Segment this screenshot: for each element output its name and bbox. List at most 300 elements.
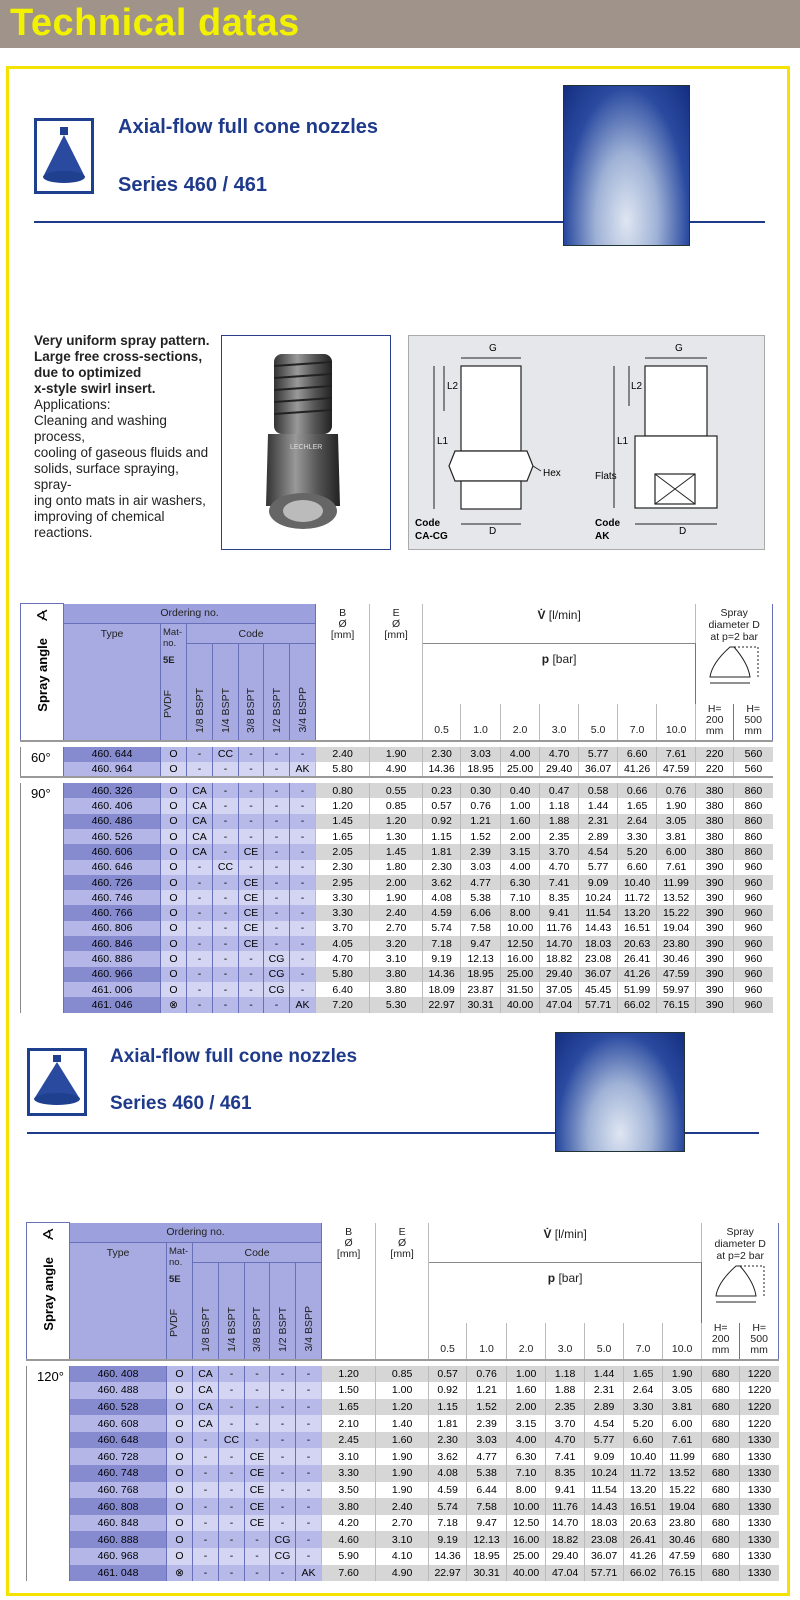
flow-rate-cell: 40.00 — [507, 1565, 546, 1582]
code-column-header — [296, 1263, 322, 1360]
spray-diameter-cell: 960 — [734, 875, 773, 890]
flow-rate-cell: 22.97 — [429, 1565, 467, 1582]
flow-rate-cell: 4.59 — [423, 905, 461, 920]
code-column-header — [270, 1263, 296, 1360]
flow-rate-cell: 29.40 — [546, 1548, 585, 1565]
flow-rate-cell: 1.65 — [618, 798, 657, 813]
material-cell: O — [167, 1498, 193, 1515]
spray-diameter-cell: 560 — [734, 762, 773, 777]
flow-rate-cell: 7.41 — [540, 875, 579, 890]
code-cell: - — [193, 1432, 219, 1449]
flow-rate-cell: 11.72 — [624, 1465, 663, 1482]
flow-rate-cell: 5.38 — [467, 1465, 507, 1482]
h-value: 200 — [705, 713, 724, 726]
code-cell: - — [213, 814, 239, 829]
flow-rate-cell: 29.40 — [540, 762, 579, 777]
h-value: 500 — [750, 1332, 768, 1345]
code-cell: - — [213, 890, 239, 905]
spray-diameter-cell: 390 — [696, 921, 734, 936]
code-cell: CE — [245, 1482, 270, 1499]
h500-header — [734, 704, 773, 741]
material-cell: O — [167, 1465, 193, 1482]
code-cell: - — [193, 1531, 219, 1548]
flow-rate-cell: 3.30 — [624, 1399, 663, 1416]
b-diameter-cell: 3.50 — [322, 1482, 376, 1499]
flow-rate-cell: 16.00 — [501, 951, 540, 966]
code-cell: - — [290, 936, 316, 951]
type-cell: 460. 768 — [70, 1482, 167, 1499]
flow-rate-cell: 10.40 — [624, 1448, 663, 1465]
flow-rate-cell: 10.00 — [507, 1498, 546, 1515]
flow-rate-cell: 36.07 — [579, 967, 618, 982]
code-ak: AK — [595, 531, 610, 542]
flow-rate-cell: 1.44 — [585, 1366, 624, 1383]
flow-rate-cell: 13.52 — [663, 1465, 702, 1482]
spray-diameter-cell: 860 — [734, 829, 773, 844]
full-cone-nozzle-logo-icon — [27, 1048, 87, 1116]
h-value: 500 — [744, 713, 762, 726]
spray-diameter-cell: 390 — [696, 967, 734, 982]
flow-rate-cell: 1.21 — [467, 1382, 507, 1399]
code-size-label: 1/8 BSPT — [199, 1306, 212, 1352]
code-cell: - — [270, 1482, 296, 1499]
code-cell: CC — [213, 860, 239, 875]
type-cell: 460. 968 — [70, 1548, 167, 1565]
flow-rate-cell: 2.00 — [507, 1399, 546, 1416]
code-cell: - — [296, 1548, 322, 1565]
code-cell: - — [219, 1531, 245, 1548]
material-cell: O — [167, 1432, 193, 1449]
e-diameter-cell: 1.90 — [376, 1465, 429, 1482]
e-header — [376, 1223, 429, 1360]
code-cell: - — [239, 951, 264, 966]
code-cell: CA — [193, 1399, 219, 1416]
code-column-header — [239, 644, 264, 741]
pressure-header — [429, 1263, 702, 1323]
flow-rate-cell: 30.46 — [657, 951, 696, 966]
flow-rate-cell: 16.51 — [618, 921, 657, 936]
e-diameter-cell: 0.55 — [370, 783, 423, 798]
dim-g-ak: G — [675, 343, 683, 354]
flow-rate-cell: 36.07 — [585, 1548, 624, 1565]
flow-rate-cell: 6.60 — [618, 860, 657, 875]
code-cell: - — [264, 936, 290, 951]
flow-rate-cell: 18.82 — [540, 951, 579, 966]
type-cell: 461. 048 — [70, 1565, 167, 1582]
flow-rate-cell: 4.54 — [579, 844, 618, 859]
h-unit: mm — [711, 1343, 730, 1356]
flow-rate-header — [423, 604, 696, 644]
b-diameter-cell: 5.80 — [316, 762, 370, 777]
code-cell: - — [264, 997, 290, 1012]
table-row — [21, 875, 773, 890]
b-diameter-cell: 4.70 — [316, 951, 370, 966]
table-row — [27, 1548, 779, 1565]
type-cell: 460. 964 — [64, 762, 161, 777]
code-cell: CE — [245, 1465, 270, 1482]
code-cell: - — [193, 1482, 219, 1499]
e-diameter-cell: 1.90 — [376, 1448, 429, 1465]
flow-rate-cell: 2.39 — [461, 844, 501, 859]
flow-rate-cell: 0.58 — [579, 783, 618, 798]
code-cell: - — [213, 844, 239, 859]
b-diameter-cell: 1.45 — [316, 814, 370, 829]
flow-rate-cell: 13.52 — [657, 890, 696, 905]
flow-rate-cell: 20.63 — [624, 1515, 663, 1532]
flow-rate-cell: 2.31 — [579, 814, 618, 829]
type-header: Type — [70, 1243, 167, 1360]
spray-diameter-cell: 960 — [734, 936, 773, 951]
pressure-value-header: 1.0 — [461, 704, 501, 741]
b-diameter-cell: 2.05 — [316, 844, 370, 859]
code-cell: - — [270, 1399, 296, 1416]
flow-rate-cell: 41.26 — [618, 967, 657, 982]
e-diameter-cell: 3.10 — [376, 1531, 429, 1548]
code-cell: CA — [187, 798, 213, 813]
spray-diameter-cell: 1330 — [740, 1498, 779, 1515]
dim-d: D — [489, 526, 497, 537]
flow-rate-cell: 2.89 — [585, 1399, 624, 1416]
table-row — [21, 905, 773, 920]
type-cell: 460. 808 — [70, 1498, 167, 1515]
flow-symbol: V̇ — [543, 1226, 552, 1241]
page-title: Technical datas — [10, 2, 300, 44]
spray-angle-label: Spray angle — [34, 638, 50, 712]
code-cell: - — [270, 1366, 296, 1383]
spray-diameter-cell: 1220 — [740, 1415, 779, 1432]
material-cell: O — [161, 762, 187, 777]
code-column-header — [290, 644, 316, 741]
b-diameter-cell: 3.10 — [322, 1448, 376, 1465]
code-cell: - — [245, 1382, 270, 1399]
pressure-value-header: 1.0 — [467, 1323, 507, 1360]
flow-rate-cell: 13.20 — [624, 1482, 663, 1499]
material-cell: O — [167, 1448, 193, 1465]
pressure-value-header: 10.0 — [657, 704, 696, 741]
table-row — [21, 951, 773, 966]
code-cell: - — [187, 982, 213, 997]
flow-rate-cell: 8.35 — [546, 1465, 585, 1482]
e-diameter-cell: 1.90 — [370, 747, 423, 762]
code-cell: - — [187, 951, 213, 966]
flow-rate-cell: 1.00 — [507, 1366, 546, 1383]
flow-rate-cell: 5.74 — [423, 921, 461, 936]
pressure-header — [423, 644, 696, 704]
spray-diameter-cell: 960 — [734, 890, 773, 905]
flow-rate-cell: 0.92 — [429, 1382, 467, 1399]
pvdf-label: PVDF — [162, 690, 174, 719]
nozzle-photo — [221, 335, 391, 550]
material-cell: O — [167, 1531, 193, 1548]
flow-rate-header — [429, 1223, 702, 1263]
feature-line: x-style swirl insert. — [34, 381, 156, 396]
flow-rate-cell: 1.15 — [429, 1399, 467, 1416]
table-row — [27, 1432, 779, 1449]
spray-diameter-cell: 680 — [702, 1482, 740, 1499]
flow-rate-cell: 25.00 — [507, 1548, 546, 1565]
flow-rate-cell: 18.95 — [461, 762, 501, 777]
pressure-unit: [bar] — [558, 1271, 583, 1285]
flow-rate-cell: 1.18 — [540, 798, 579, 813]
flow-rate-cell: 2.30 — [423, 860, 461, 875]
type-cell: 460. 846 — [64, 936, 161, 951]
type-cell: 460. 526 — [64, 829, 161, 844]
spray-diameter-cell: 390 — [696, 982, 734, 997]
code-cell: CA — [193, 1366, 219, 1383]
flow-rate-cell: 2.89 — [579, 829, 618, 844]
flow-rate-cell: 5.77 — [579, 747, 618, 762]
code-cell: - — [193, 1515, 219, 1532]
code-cell: - — [245, 1432, 270, 1449]
dim-d-ak: D — [679, 526, 687, 537]
flow-rate-cell: 23.80 — [657, 936, 696, 951]
dia-label: Ø — [344, 1236, 353, 1249]
code-cell: - — [264, 798, 290, 813]
flow-rate-cell: 19.04 — [657, 921, 696, 936]
material-cell: O — [167, 1548, 193, 1565]
flow-rate-cell: 20.63 — [618, 936, 657, 951]
code-cell: - — [245, 1531, 270, 1548]
flow-rate-cell: 47.04 — [540, 997, 579, 1012]
flow-rate-cell: 47.59 — [657, 967, 696, 982]
b-header — [322, 1223, 376, 1360]
spray-diameter-cell: 680 — [702, 1548, 740, 1565]
flow-rate-cell: 22.97 — [423, 997, 461, 1012]
spray-diameter-cell: 390 — [696, 936, 734, 951]
feature-line: Large free cross-sections, — [34, 349, 203, 364]
flow-rate-cell: 25.00 — [501, 762, 540, 777]
flow-rate-cell: 12.13 — [467, 1531, 507, 1548]
flow-rate-cell: 7.10 — [501, 890, 540, 905]
flow-rate-cell: 1.81 — [423, 844, 461, 859]
spray-diameter-cell: 380 — [696, 844, 734, 859]
code-cell: - — [219, 1565, 245, 1582]
code-cell: - — [239, 798, 264, 813]
code-cell: - — [239, 982, 264, 997]
flow-rate-cell: 5.38 — [461, 890, 501, 905]
flow-rate-cell: 11.54 — [579, 905, 618, 920]
spray-angle-cell: 120° — [27, 1366, 70, 1582]
code-cell: CE — [239, 905, 264, 920]
flow-rate-cell: 4.08 — [429, 1465, 467, 1482]
code-cell: - — [270, 1565, 296, 1582]
code-cell: CG — [264, 982, 290, 997]
b-diameter-cell: 2.30 — [316, 860, 370, 875]
section-title: Axial-flow full cone nozzles — [118, 116, 379, 138]
nozzle-table-120 — [26, 1222, 779, 1581]
pressure-value-header: 2.0 — [501, 704, 540, 741]
material-cell: O — [161, 814, 187, 829]
flow-rate-cell: 59.97 — [657, 982, 696, 997]
spray-diameter-cell: 1220 — [740, 1366, 779, 1383]
code-cell: - — [270, 1498, 296, 1515]
spray-diameter-cell: 1330 — [740, 1515, 779, 1532]
flow-rate-cell: 3.81 — [663, 1399, 702, 1416]
code-cell: - — [245, 1399, 270, 1416]
pressure-value-header: 0.5 — [423, 704, 461, 741]
mm-label: [mm] — [384, 628, 408, 641]
flow-rate-cell: 41.26 — [618, 762, 657, 777]
code-cell: - — [270, 1465, 296, 1482]
flow-rate-cell: 1.18 — [546, 1366, 585, 1383]
flow-rate-cell: 2.00 — [501, 829, 540, 844]
flow-symbol: V̇ — [537, 607, 546, 622]
flow-rate-cell: 3.70 — [546, 1415, 585, 1432]
flow-rate-cell: 6.44 — [467, 1482, 507, 1499]
spray-photo — [555, 1032, 685, 1152]
h-label: H= — [746, 703, 761, 715]
code-cell: CC — [219, 1432, 245, 1449]
spray-diameter-cell: 860 — [734, 814, 773, 829]
code-cell: - — [290, 967, 316, 982]
flow-rate-cell: 3.05 — [657, 814, 696, 829]
flow-rate-cell: 3.30 — [618, 829, 657, 844]
flow-rate-cell: 2.31 — [585, 1382, 624, 1399]
pressure-unit: [bar] — [552, 652, 577, 666]
e-diameter-cell: 2.00 — [370, 875, 423, 890]
b-diameter-cell: 0.80 — [316, 783, 370, 798]
e-diameter-cell: 1.20 — [370, 814, 423, 829]
pressure-value-header: 0.5 — [429, 1323, 467, 1360]
e-diameter-cell: 0.85 — [370, 798, 423, 813]
flow-rate-cell: 14.43 — [579, 921, 618, 936]
table-row — [21, 829, 773, 844]
feature-line: due to optimized — [34, 365, 142, 380]
code-cell: - — [290, 875, 316, 890]
e-diameter-cell: 1.40 — [376, 1415, 429, 1432]
flow-rate-cell: 12.50 — [507, 1515, 546, 1532]
flow-rate-cell: 2.64 — [624, 1382, 663, 1399]
flow-rate-cell: 18.09 — [423, 982, 461, 997]
e-diameter-cell: 0.85 — [376, 1366, 429, 1383]
flow-rate-cell: 14.36 — [429, 1548, 467, 1565]
spray-diameter-cell: 1330 — [740, 1531, 779, 1548]
dimension-drawing — [408, 335, 765, 550]
dim-l2-ak: L2 — [631, 381, 643, 392]
code-cell: - — [245, 1565, 270, 1582]
spray-diameter-line: at p=2 bar — [710, 630, 758, 643]
dim-flats: Flats — [595, 471, 617, 482]
h-unit: mm — [705, 724, 724, 737]
flow-rate-cell: 8.00 — [507, 1482, 546, 1499]
table-row — [27, 1498, 779, 1515]
flow-rate-cell: 0.76 — [657, 783, 696, 798]
code-cell: CG — [270, 1548, 296, 1565]
flow-rate-cell: 1.52 — [467, 1399, 507, 1416]
material-cell: O — [161, 875, 187, 890]
spray-diameter-cell: 860 — [734, 844, 773, 859]
code-cell: - — [219, 1415, 245, 1432]
dia-label: Ø — [338, 617, 347, 630]
code-cell: - — [296, 1382, 322, 1399]
table-row — [27, 1366, 779, 1383]
flow-rate-cell: 14.43 — [585, 1498, 624, 1515]
spray-diameter-cell: 680 — [702, 1448, 740, 1465]
code-cell: CA — [193, 1415, 219, 1432]
e-diameter-cell: 3.20 — [370, 936, 423, 951]
table-row — [27, 1515, 779, 1532]
spray-diameter-cell: 390 — [696, 951, 734, 966]
code-cell: - — [187, 860, 213, 875]
b-diameter-cell: 2.45 — [322, 1432, 376, 1449]
flow-rate-cell: 18.03 — [579, 936, 618, 951]
type-cell: 460. 606 — [64, 844, 161, 859]
code-cell: - — [213, 905, 239, 920]
code-cell: CG — [264, 951, 290, 966]
flow-rate-cell: 4.70 — [540, 860, 579, 875]
spray-diameter-cell: 960 — [734, 921, 773, 936]
flow-rate-cell: 4.77 — [467, 1448, 507, 1465]
ordering-no-header: Ordering no. — [64, 604, 316, 624]
b-diameter-cell: 4.05 — [316, 936, 370, 951]
flow-rate-cell: 47.04 — [546, 1565, 585, 1582]
spray-diameter-cell: 390 — [696, 905, 734, 920]
flow-rate-cell: 5.74 — [429, 1498, 467, 1515]
code-cell: - — [245, 1366, 270, 1383]
mat-no-header — [167, 1243, 193, 1360]
table-row — [27, 1399, 779, 1416]
flow-rate-cell: 4.00 — [507, 1432, 546, 1449]
flow-rate-cell: 3.03 — [461, 747, 501, 762]
material-cell: O — [161, 860, 187, 875]
code-cell: - — [290, 747, 316, 762]
spray-angle-cell: 90° — [21, 783, 64, 1012]
full-cone-nozzle-logo-icon — [34, 118, 94, 194]
mm-label: [mm] — [390, 1247, 414, 1260]
code-cell: - — [213, 951, 239, 966]
flow-rate-cell: 8.35 — [540, 890, 579, 905]
flow-rate-cell: 1.21 — [461, 814, 501, 829]
flow-rate-cell: 9.47 — [467, 1515, 507, 1532]
flow-rate-cell: 26.41 — [618, 951, 657, 966]
code-header: Code — [187, 624, 316, 644]
code-cell: CG — [270, 1531, 296, 1548]
flow-rate-cell: 40.00 — [501, 997, 540, 1012]
material-cell: O — [161, 783, 187, 798]
table-row — [21, 860, 773, 875]
h500-header — [740, 1323, 779, 1360]
type-header: Type — [64, 624, 161, 741]
code-header: Code — [193, 1243, 322, 1263]
code-cell: - — [239, 997, 264, 1012]
flow-rate-cell: 1.81 — [429, 1415, 467, 1432]
code-cell: - — [264, 747, 290, 762]
flow-rate-cell: 2.39 — [467, 1415, 507, 1432]
b-diameter-cell: 6.40 — [316, 982, 370, 997]
table-row — [27, 1415, 779, 1432]
code-cell: - — [290, 798, 316, 813]
spray-angle-cell: 60° — [21, 747, 64, 778]
code-cell: CA — [187, 783, 213, 798]
flow-rate-cell: 2.64 — [618, 814, 657, 829]
e-label: E — [398, 1225, 406, 1238]
flow-rate-cell: 47.59 — [663, 1548, 702, 1565]
h200-header — [696, 704, 734, 741]
code-cell: CA — [193, 1382, 219, 1399]
flow-rate-cell: 4.70 — [540, 747, 579, 762]
type-cell: 460. 486 — [64, 814, 161, 829]
code-cell: - — [290, 814, 316, 829]
code-cell: AK — [290, 997, 316, 1012]
flow-rate-cell: 6.30 — [507, 1448, 546, 1465]
table-row — [27, 1482, 779, 1499]
code-cell: - — [219, 1382, 245, 1399]
flow-rate-cell: 6.06 — [461, 905, 501, 920]
spray-diameter-cell: 1330 — [740, 1432, 779, 1449]
flow-rate-cell: 3.15 — [501, 844, 540, 859]
pressure-value-header: 10.0 — [663, 1323, 702, 1360]
spray-diameter-cell: 560 — [734, 747, 773, 762]
